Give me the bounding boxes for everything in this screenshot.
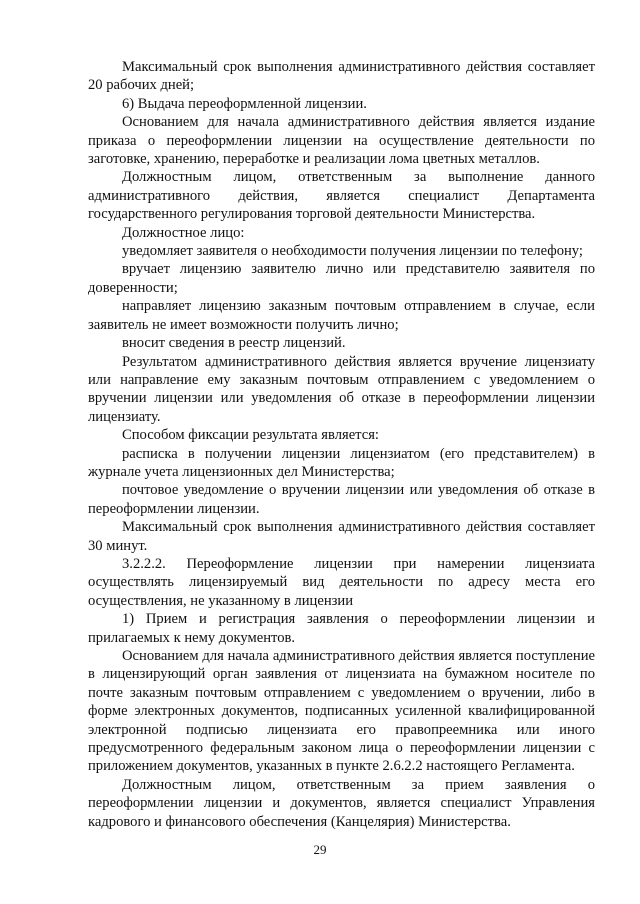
- document-body: [88, 58, 595, 831]
- paragraph-responsible-official: Должностным лицом, ответственным за выполнение данного административного действия, является специалист Департамента государственного регулирования торговой деятельности Министерства.: [88, 169, 595, 223]
- paragraph-step-6-heading: 6) Выдача переоформленной лицензии.: [122, 95, 367, 112]
- paragraph-basis-application: Основанием для начала административного действия является поступление в лицензирующий орган заявления от лицензиата на бумажном носителе по почте заказным почтовым отправлением с уведомлением о вручении, либо в форме электронных документов, подписанных усиленной квалифицированной электронной подписью лицензиата его правопреемника или иного предусмотренного федеральным законом лица о переоформлении лицензии с приложением документов, указанных в пункте 2.6.2.2 настоящего Регламента.: [88, 648, 595, 775]
- page-number: 29: [313, 842, 327, 857]
- section-heading-3-2-2-2: 3.2.2.2. Переоформление лицензии при намерении лицензиата осуществлять лицензируемый вид деятельности по адресу места его осуществления, не указанному в лицензии: [88, 555, 595, 609]
- paragraph-fixation-method: Способом фиксации результата является:: [122, 427, 379, 444]
- paragraph-mails-license: направляет лицензию заказным почтовым отправлением в случае, если заявитель не имеет возможности получить лично;: [88, 298, 595, 333]
- paragraph-step-1-heading: 1) Прием и регистрация заявления о переоформлении лицензии и прилагаемых к нему документов.: [88, 611, 595, 646]
- paragraph-result: Результатом административного действия является вручение лицензиату или направление ему заказным почтовым отправлением с уведомлением о вручении лицензии или уведомления об отказе в переоформлении лицензии лицензиату.: [88, 353, 595, 425]
- paragraph-postal-notice: почтовое уведомление о вручении лицензии или уведомления об отказе в переоформлении лицензии.: [88, 482, 595, 517]
- paragraph-max-term-30-min: Максимальный срок выполнения административного действия составляет 30 минут.: [88, 519, 595, 554]
- paragraph-responsible-reception: Должностным лицом, ответственным за прием заявления о переоформлении лицензии и документов, является специалист Управления кадрового и финансового обеспечения (Канцелярия) Министерства.: [88, 776, 595, 830]
- paragraph-max-term-20-days: Максимальный срок выполнения административного действия составляет 20 рабочих дней;: [88, 59, 595, 94]
- paragraph-registry-entry: вносит сведения в реестр лицензий.: [122, 335, 346, 352]
- paragraph-notifies-applicant: уведомляет заявителя о необходимости получения лицензии по телефону;: [122, 243, 583, 260]
- paragraph-hands-license: вручает лицензию заявителю лично или представителю заявителя по доверенности;: [88, 261, 595, 296]
- paragraph-receipt: расписка в получении лицензии лицензиатом (его представителем) в журнале учета лицензионных дел Министерства;: [88, 445, 595, 480]
- paragraph-basis-order: Основанием для начала административного действия является издание приказа о переоформлении лицензии на осуществление деятельности по заготовке, хранению, переработке и реализации лома цветных металлов.: [88, 114, 595, 168]
- paragraph-official-label: Должностное лицо:: [122, 224, 245, 241]
